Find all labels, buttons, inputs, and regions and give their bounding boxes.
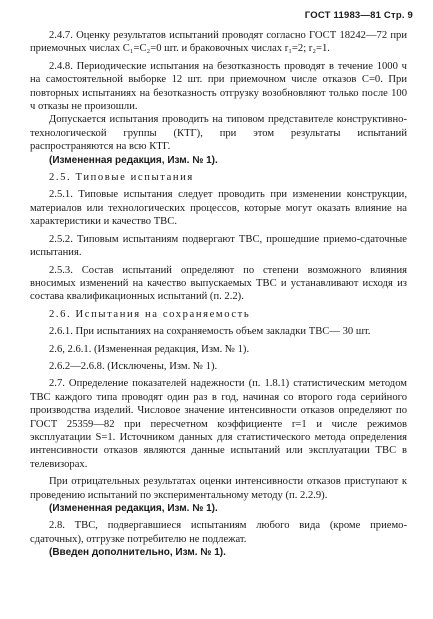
clause-2-7: 2.7. Определение показателей надежности (п. 1.8.1) статистическим методом ТВС каждого типа проводят один раз в год, начиная со второго года серийного производства изделий. Числовое значение интенсивности отказов определяют по ГОСТ 25359—82 при пересчетном коэффициенте r=1 и числе режимов эксплуатации S=1. Источником данных для статистического метода определения интенсивности отказов являются данные испытаний или эксплуатации ТВС в телевизорах. <box>30 378 407 470</box>
clause-2-5-1: 2.5.1. Типовые испытания следует проводить при изменении конструкции, материалов или технологических процессов, которые могут оказать влияние на характеристики и качество ТВС. <box>30 189 407 228</box>
clause-2-8: 2.8. ТВС, подвергавшиеся испытаниям любого вида (кроме приемо-сдаточных), отгрузке потребителю не подлежат. <box>30 520 407 545</box>
clause-2-7-note: При отрицательных результатах оценки интенсивности отказов приступают к проведению испытаний по экспериментальному методу (п. 2.2.9). <box>30 476 407 501</box>
excluded-note: 2.6.2—2.6.8. (Исключены, Изм. № 1). <box>49 360 218 372</box>
amendment-note: 2.6, 2.6.1. (Измененная редакция, Изм. № 1). <box>49 343 250 355</box>
document-body <box>30 29 407 560</box>
section-heading-2-5: 2.5. Типовые испытания <box>49 172 194 184</box>
amendment-note: (Измененная редакция, Изм. № 1). <box>49 503 218 514</box>
page-header: ГОСТ 11983—81 Стр. 9 <box>304 10 413 21</box>
clause-2-5-2: 2.5.2. Типовым испытаниям подвергают ТВС, прошедшие приемо-сдаточные испытания. <box>30 233 407 259</box>
section-heading-2-6: 2.6. Испытания на сохраняемость <box>49 308 251 320</box>
addition-note: (Введен дополнительно, Изм. № 1). <box>49 547 226 559</box>
clause-2-6-1: 2.6.1. При испытаниях на сохраняемость объем закладки ТВС— 30 шт. <box>49 326 371 338</box>
clause-2-5-3: 2.5.3. Состав испытаний определяют по степени возможного влияния вносимых изменений на качество выпускаемых ТВС и устанавливают исходя из состава квалификационных испытаний (п. 2.2). <box>30 264 407 303</box>
clause-2-4-8: 2.4.8. Периодические испытания на безотказность проводят в течение 1000 ч на самостоятельной выборке 12 шт. при приемочном числе отказов C=0. При повторных испытаниях на безотказность отгрузку возобновляют только после 100 ч отказы не произошли. <box>30 60 407 113</box>
clause-2-4-7: 2.4.7. Оценку результатов испытаний проводят согласно ГОСТ 18242—72 при приемочных числах C₁=C₂=0 шт. и браковочных числах r₁=2; r₂=1. <box>30 30 407 55</box>
amendment-note: (Измененная редакция, Изм. № 1). <box>49 154 218 166</box>
clause-2-4-8-note: Допускается испытания проводить на типовом представителе конструктивно-технологической группы (КТГ), при этом результаты испытаний распространяются на всю КТГ. <box>30 114 407 153</box>
